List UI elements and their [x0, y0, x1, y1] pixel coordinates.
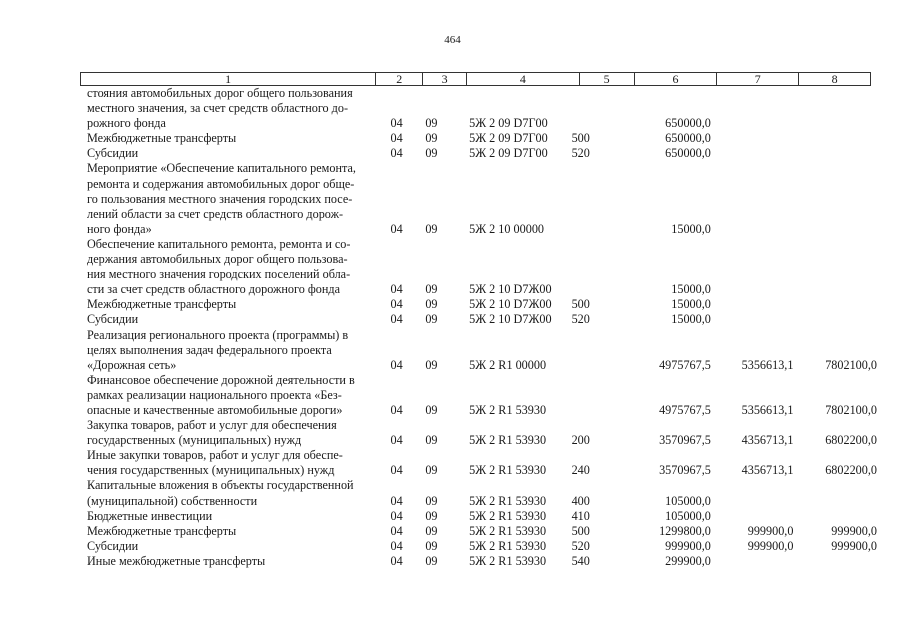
row-expense-type: 520: [571, 312, 590, 327]
table-row: [87, 448, 877, 478]
row-name: [87, 131, 377, 146]
table-row: [87, 554, 877, 569]
row-name: [87, 539, 377, 554]
row-amount-year1: 299900,0: [665, 553, 711, 568]
row-razdel: 04: [390, 508, 403, 523]
row-name: [87, 237, 377, 297]
row-name-line: рожного фонда: [87, 116, 166, 131]
row-amount-year1: 105000,0: [665, 493, 711, 508]
table-header: [80, 72, 871, 86]
row-podrazdel: 09: [425, 312, 438, 327]
row-amount-year1: 650000,0: [665, 116, 711, 131]
row-razdel: 04: [390, 357, 403, 372]
row-name: [87, 86, 377, 131]
row-amount-year2: 5356613,1: [741, 402, 794, 417]
row-name-line: Иные закупки товаров, работ и услуг для обеспе-: [87, 448, 343, 463]
row-podrazdel: 09: [425, 538, 438, 553]
header-col-7: 7: [717, 73, 799, 85]
table-row: [87, 86, 877, 131]
row-razdel: 04: [390, 402, 403, 417]
row-name-line: Реализация регионального проекта (программы) в: [87, 327, 349, 342]
row-name-line: государственных (муниципальных) нужд: [87, 433, 302, 448]
row-razdel: 04: [390, 221, 403, 236]
row-expense-type: 240: [571, 463, 590, 478]
row-podrazdel: 09: [425, 357, 438, 372]
row-razdel: 04: [390, 493, 403, 508]
row-target-article: 5Ж 2 R1 53930: [469, 538, 547, 553]
table-row: [87, 478, 877, 508]
row-podrazdel: 09: [425, 146, 438, 161]
row-razdel: 04: [390, 312, 403, 327]
row-name-line: Субсидии: [87, 312, 139, 327]
row-amount-year3: 999900,0: [831, 538, 877, 553]
row-name-line: (муниципальной) собственности: [87, 493, 258, 508]
row-name: [87, 328, 377, 373]
row-name-line: целях выполнения задач федерального проекта: [87, 342, 332, 357]
row-target-article: 5Ж 2 R1 53930: [469, 523, 547, 538]
row-razdel: 04: [390, 463, 403, 478]
row-name-line: держания автомобильных дорог общего пользова-: [87, 252, 348, 267]
row-name-line: го пользования местного значения городских посе-: [87, 191, 353, 206]
table-row: [87, 297, 877, 312]
row-podrazdel: 09: [425, 433, 438, 448]
row-name-line: лений области за счет средств областного дорож-: [87, 206, 344, 221]
header-col-2: 2: [376, 73, 423, 85]
row-name: [87, 297, 377, 312]
row-name-line: Субсидии: [87, 146, 139, 161]
page-number: 464: [444, 34, 461, 46]
table-row: [87, 373, 877, 418]
row-podrazdel: 09: [425, 221, 438, 236]
row-name: [87, 418, 377, 448]
row-amount-year1: 650000,0: [665, 146, 711, 161]
row-target-article: 5Ж 2 09 D7Г00: [469, 131, 548, 146]
row-target-article: 5Ж 2 10 D7Ж00: [469, 282, 552, 297]
row-amount-year1: 3570967,5: [659, 463, 711, 478]
row-razdel: 04: [390, 538, 403, 553]
header-col-1: 1: [81, 73, 376, 85]
row-name: [87, 509, 377, 524]
row-amount-year3: 7802100,0: [825, 357, 877, 372]
row-target-article: 5Ж 2 R1 53930: [469, 553, 547, 568]
table-row: [87, 509, 877, 524]
row-name-line: рамках реализации национального проекта «Без-: [87, 387, 342, 402]
table-row: [87, 312, 877, 327]
row-name: [87, 524, 377, 539]
row-razdel: 04: [390, 131, 403, 146]
table-row: [87, 237, 877, 297]
row-razdel: 04: [390, 297, 403, 312]
row-razdel: 04: [390, 523, 403, 538]
row-podrazdel: 09: [425, 493, 438, 508]
row-amount-year1: 650000,0: [665, 131, 711, 146]
row-podrazdel: 09: [425, 523, 438, 538]
row-expense-type: 500: [571, 131, 590, 146]
row-razdel: 04: [390, 553, 403, 568]
row-razdel: 04: [390, 146, 403, 161]
row-amount-year3: 999900,0: [831, 523, 877, 538]
row-podrazdel: 09: [425, 553, 438, 568]
row-expense-type: 520: [571, 538, 590, 553]
row-amount-year3: 6802200,0: [825, 433, 877, 448]
row-name-line: сти за счет средств областного дорожного фонда: [87, 282, 340, 297]
row-target-article: 5Ж 2 10 D7Ж00: [469, 297, 552, 312]
row-name-line: ного фонда»: [87, 221, 152, 236]
row-amount-year1: 15000,0: [671, 221, 711, 236]
row-amount-year2: 999900,0: [747, 523, 794, 538]
row-target-article: 5Ж 2 R1 53930: [469, 402, 547, 417]
table-row: [87, 418, 877, 448]
row-podrazdel: 09: [425, 463, 438, 478]
row-name-line: Мероприятие «Обеспечение капитального ремонта,: [87, 161, 356, 176]
row-amount-year2: 4356713,1: [741, 463, 794, 478]
row-expense-type: 200: [571, 433, 590, 448]
row-target-article: 5Ж 2 R1 53930: [469, 508, 547, 523]
row-name-line: местного значения, за счет средств областного до-: [87, 101, 349, 116]
row-expense-type: 500: [571, 297, 590, 312]
row-name: [87, 161, 377, 236]
row-podrazdel: 09: [425, 131, 438, 146]
row-target-article: 5Ж 2 09 D7Г00: [469, 146, 548, 161]
row-amount-year1: 1299800,0: [659, 523, 711, 538]
table-row: [87, 328, 877, 373]
row-amount-year1: 4975767,5: [659, 357, 711, 372]
row-amount-year3: 7802100,0: [825, 402, 877, 417]
row-expense-type: 410: [571, 508, 590, 523]
row-target-article: 5Ж 2 R1 53930: [469, 433, 547, 448]
row-name-line: Финансовое обеспечение дорожной деятельности в: [87, 372, 355, 387]
row-name-line: Субсидии: [87, 538, 139, 553]
row-name-line: Бюджетные инвестиции: [87, 508, 213, 523]
header-col-3: 3: [423, 73, 467, 85]
row-expense-type: 520: [571, 146, 590, 161]
row-target-article: 5Ж 2 10 D7Ж00: [469, 312, 552, 327]
row-podrazdel: 09: [425, 116, 438, 131]
row-name: [87, 448, 377, 478]
row-expense-type: 400: [571, 493, 590, 508]
row-name-line: Капитальные вложения в объекты государственной: [87, 478, 354, 493]
row-amount-year3: 6802200,0: [825, 463, 877, 478]
row-target-article: 5Ж 2 R1 00000: [469, 357, 547, 372]
row-amount-year1: 4975767,5: [659, 402, 711, 417]
row-amount-year1: 15000,0: [671, 297, 711, 312]
row-name-line: чения государственных (муниципальных) нужд: [87, 463, 335, 478]
row-name-line: Межбюджетные трансферты: [87, 131, 237, 146]
row-target-article: 5Ж 2 10 00000: [469, 221, 545, 236]
row-amount-year2: 4356713,1: [741, 433, 794, 448]
row-name: [87, 312, 377, 327]
row-expense-type: 500: [571, 523, 590, 538]
table-row: [87, 146, 877, 161]
row-amount-year1: 15000,0: [671, 282, 711, 297]
row-name: [87, 146, 377, 161]
row-podrazdel: 09: [425, 297, 438, 312]
row-target-article: 5Ж 2 09 D7Г00: [469, 116, 548, 131]
row-amount-year1: 999900,0: [665, 538, 711, 553]
row-name-line: Обеспечение капитального ремонта, ремонта и со-: [87, 236, 351, 251]
table-row: [87, 539, 877, 554]
table-row: [87, 524, 877, 539]
row-name-line: Межбюджетные трансферты: [87, 297, 237, 312]
row-target-article: 5Ж 2 R1 53930: [469, 493, 547, 508]
row-razdel: 04: [390, 433, 403, 448]
row-name-line: «Дорожная сеть»: [87, 357, 177, 372]
header-col-5: 5: [580, 73, 635, 85]
row-razdel: 04: [390, 282, 403, 297]
row-expense-type: 540: [571, 553, 590, 568]
row-amount-year1: 15000,0: [671, 312, 711, 327]
row-amount-year1: 3570967,5: [659, 433, 711, 448]
row-name-line: Иные межбюджетные трансферты: [87, 553, 266, 568]
row-name-line: стояния автомобильных дорог общего пользования: [87, 86, 353, 100]
row-name-line: опасные и качественные автомобильные дороги»: [87, 402, 343, 417]
table-body: [87, 86, 877, 569]
row-name: [87, 373, 377, 418]
row-name-line: ремонта и содержания автомобильных дорог обще-: [87, 176, 355, 191]
row-name: [87, 554, 377, 569]
header-col-4: 4: [467, 73, 580, 85]
row-razdel: 04: [390, 116, 403, 131]
row-name-line: Закупка товаров, работ и услуг для обеспечения: [87, 418, 337, 433]
table-row: [87, 161, 877, 236]
row-target-article: 5Ж 2 R1 53930: [469, 463, 547, 478]
row-podrazdel: 09: [425, 282, 438, 297]
row-amount-year1: 105000,0: [665, 508, 711, 523]
row-amount-year2: 5356613,1: [741, 357, 794, 372]
row-podrazdel: 09: [425, 508, 438, 523]
row-podrazdel: 09: [425, 402, 438, 417]
header-col-8: 8: [831, 72, 838, 86]
header-col-6: 6: [635, 73, 718, 85]
table-row: [87, 131, 877, 146]
row-amount-year2: 999900,0: [747, 538, 794, 553]
row-name: [87, 478, 377, 508]
row-name-line: Межбюджетные трансферты: [87, 523, 237, 538]
row-name-line: ния местного значения городских поселений обла-: [87, 267, 351, 282]
